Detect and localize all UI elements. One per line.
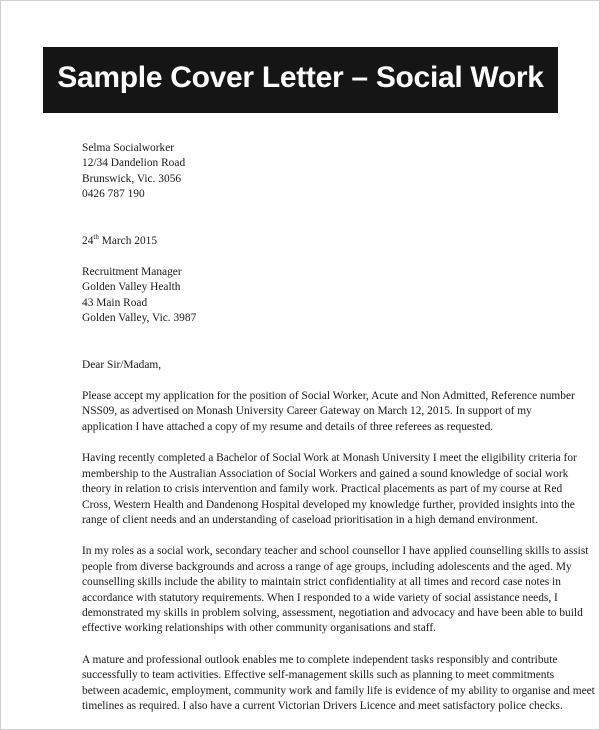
sender-name: Selma Socialworker (82, 142, 175, 154)
sender-phone: 0426 787 190 (82, 188, 145, 201)
recipient-address (82, 265, 491, 327)
paragraph-line: application I have attached a copy of my resume and details of three referees as requested. (82, 420, 494, 433)
paragraph-4 (82, 653, 595, 715)
paragraph-line: effective working relationships with other community organisations and staff. (82, 622, 436, 635)
paragraph-line: successfully to team activities. Effective self-management skills such as planning to meet commitments (82, 669, 555, 682)
date-suffix: th (93, 232, 99, 241)
paragraph-line: accordance with statutory requirements. When I responded to a wide variety of social assistance needs, I (82, 591, 558, 604)
paragraph-3 (82, 544, 589, 636)
recipient-org: Golden Valley Health (82, 281, 181, 294)
paragraph-1 (82, 389, 575, 435)
paragraph-line: people from diverse backgrounds and across a range of age groups, including adolescents and the aged. My (82, 560, 572, 573)
paragraph-2 (82, 451, 577, 528)
paragraph-line: timelines as required. I also have a current Victorian Drivers Licence and meet satisfactory police checks. (82, 699, 563, 712)
sender-city: Brunswick, Vic. 3056 (82, 172, 182, 185)
recipient-city: Golden Valley, Vic. 3987 (82, 312, 197, 325)
document-title: Sample Cover Letter – Social Work (57, 61, 544, 94)
paragraph-line: theory in relation to crisis intervention and family work. Practical placements as part of my course at Red (82, 483, 563, 496)
title-banner (43, 47, 558, 113)
sender-address (82, 141, 491, 203)
date-day: 24 (82, 234, 94, 247)
paragraph-line: Please accept my application for the position of Social Worker, Acute and Non Admitted, Reference number (82, 390, 575, 403)
paragraph-line: counselling skills include the ability to maintain strict confidentiality at all times and record case notes in (82, 576, 561, 589)
paragraph-line: range of client needs and an understanding of caseload prioritisation in a high demand environment. (82, 513, 538, 526)
paragraph-line: membership to the Australian Association of Social Workers and gained a sound knowledge of social work (82, 467, 569, 480)
letter-date (82, 234, 491, 249)
salutation: Dear Sir/Madam, (82, 358, 162, 371)
paragraph-line: Cross, Western Health and Dandenong Hospital developed my knowledge further, provided insights into the (82, 498, 575, 511)
letter-body (82, 141, 595, 714)
paragraph-line: Having recently completed a Bachelor of Social Work at Monash University I meet the eligibility criteria for (82, 452, 577, 465)
paragraph-line: between academic, employment, community work and family life is evidence of my ability to organise and meet (82, 684, 595, 697)
recipient-street: 43 Main Road (82, 296, 148, 309)
sender-street: 12/34 Dandelion Road (82, 157, 186, 170)
paragraph-line: NSS09, as advertised on Monash University Career Gateway on March 12, 2015. In support of my (82, 405, 532, 418)
paragraph-line: demonstrated my skills in problem solving, assessment, negotiation and advocacy and have been able to build (82, 606, 583, 619)
date-rest: March 2015 (98, 234, 158, 247)
paragraph-line: A mature and professional outlook enables me to complete independent tasks responsibly and contribute (82, 653, 558, 666)
recipient-title: Recruitment Manager (82, 266, 182, 279)
paragraph-line: In my roles as a social work, secondary teacher and school counsellor I have applied counselling skills to assist (82, 545, 589, 558)
